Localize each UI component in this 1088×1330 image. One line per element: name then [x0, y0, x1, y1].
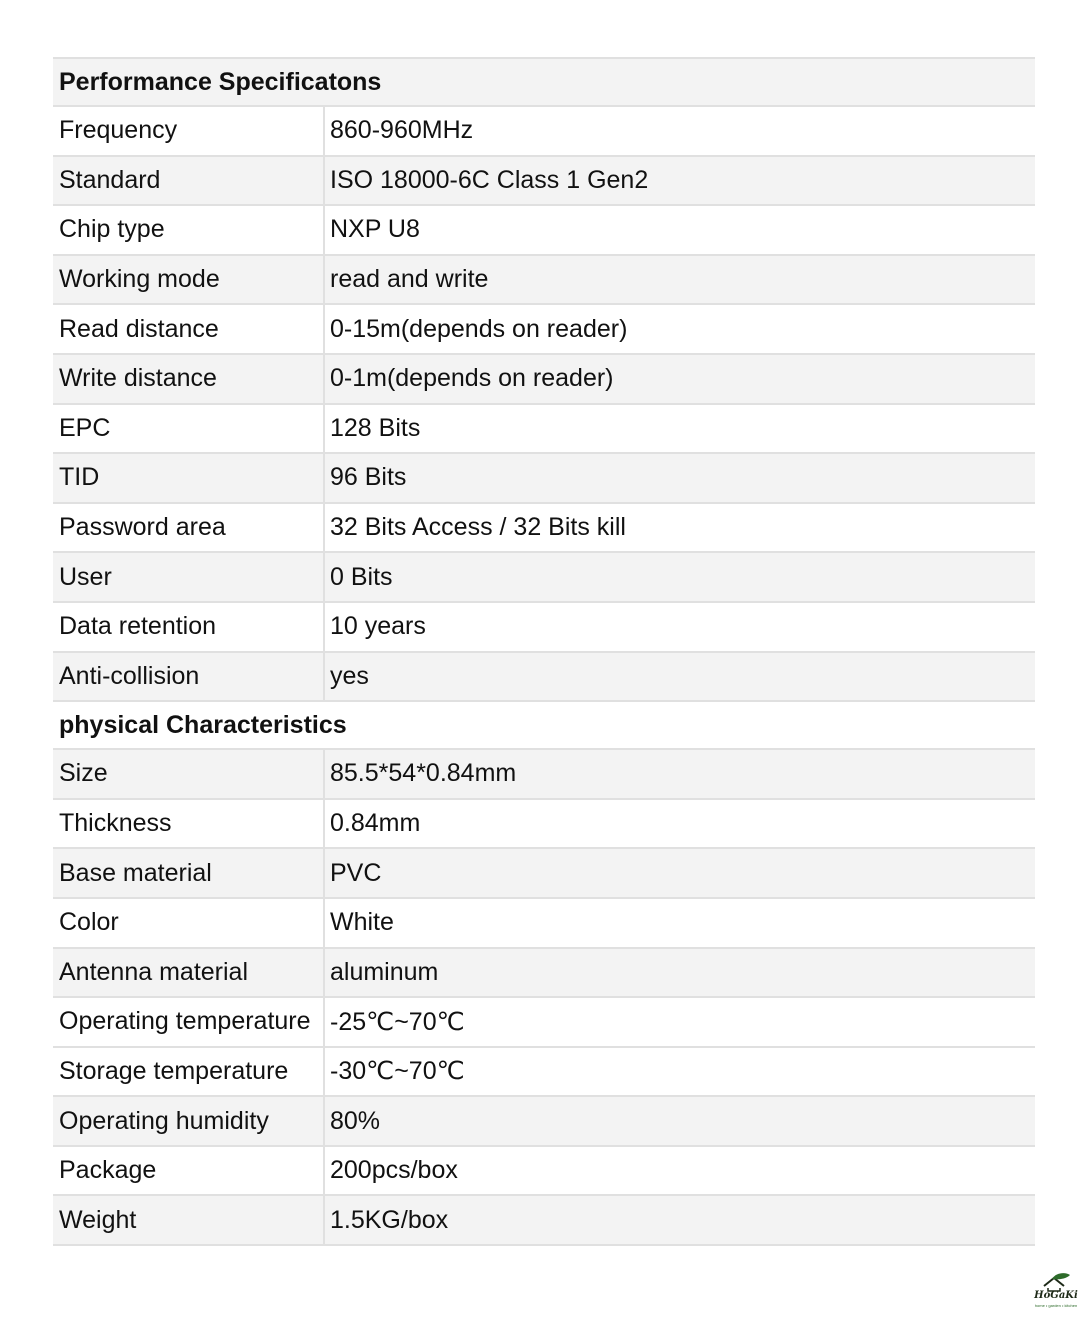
- row-label: Chip type: [53, 206, 325, 254]
- logo-tagline: home • garden • kitchen: [1034, 1303, 1078, 1308]
- table-row: [53, 998, 1035, 1048]
- row-value: 200pcs/box: [330, 1156, 458, 1185]
- table-row: [53, 1097, 1035, 1147]
- table-row: [53, 504, 1035, 554]
- row-value: read and write: [330, 265, 489, 294]
- table-row: [53, 355, 1035, 405]
- row-value: White: [330, 908, 394, 937]
- row-value: PVC: [330, 858, 382, 887]
- row-label: Antenna material: [53, 949, 325, 997]
- row-label: TID: [53, 454, 325, 502]
- row-label: Frequency: [53, 107, 325, 155]
- house-leaf-icon: [1028, 1272, 1084, 1292]
- table-row: [53, 454, 1035, 504]
- table-row: [53, 107, 1035, 157]
- row-label: Anti-collision: [53, 653, 325, 701]
- row-label: Package: [53, 1147, 325, 1195]
- row-label: Operating temperature: [53, 998, 325, 1046]
- row-value: 0-15m(depends on reader): [330, 314, 628, 343]
- row-value: NXP U8: [330, 215, 420, 244]
- row-value: 0 Bits: [330, 562, 393, 591]
- table-row: [53, 405, 1035, 455]
- row-value: -25℃~70℃: [330, 1007, 465, 1036]
- table-row: [53, 206, 1035, 256]
- row-value: -30℃~70℃: [330, 1057, 465, 1086]
- table-row: [53, 305, 1035, 355]
- row-value: 1.5KG/box: [330, 1205, 449, 1234]
- row-value: ISO 18000-6C Class 1 Gen2: [330, 165, 649, 194]
- section-header-performance: Performance Specificatons: [53, 59, 1035, 107]
- row-value: 860-960MHz: [330, 116, 474, 145]
- row-label: Weight: [53, 1196, 325, 1244]
- table-row: [53, 256, 1035, 306]
- table-row: [53, 949, 1035, 999]
- section-header-physical: physical Characteristics: [53, 702, 1035, 750]
- row-label: User: [53, 553, 325, 601]
- row-label: Color: [53, 899, 325, 947]
- row-value: aluminum: [330, 957, 439, 986]
- row-value: 32 Bits Access / 32 Bits kill: [330, 513, 626, 542]
- table-row: [53, 1196, 1035, 1246]
- table-row: [53, 849, 1035, 899]
- row-value: 0.84mm: [330, 809, 421, 838]
- row-label: Size: [53, 750, 325, 798]
- table-row: [53, 800, 1035, 850]
- table-row: [53, 899, 1035, 949]
- brand-logo: [1028, 1272, 1084, 1316]
- table-row: [53, 1048, 1035, 1098]
- row-label: Operating humidity: [53, 1097, 325, 1145]
- row-value: 128 Bits: [330, 413, 421, 442]
- table-row: [53, 1147, 1035, 1197]
- row-value: 80%: [330, 1106, 381, 1135]
- row-label: EPC: [53, 405, 325, 453]
- spec-table: [53, 57, 1035, 1246]
- row-label: Write distance: [53, 355, 325, 403]
- table-row: [53, 603, 1035, 653]
- row-value: 85.5*54*0.84mm: [330, 759, 517, 788]
- row-value: 10 years: [330, 612, 426, 641]
- table-row: [53, 750, 1035, 800]
- row-label: Storage temperature: [53, 1048, 325, 1096]
- row-label: Thickness: [53, 800, 325, 848]
- row-value: 0-1m(depends on reader): [330, 364, 614, 393]
- logo-brand: HoGaKi: [1034, 1290, 1078, 1301]
- row-value: 96 Bits: [330, 463, 407, 492]
- table-row: [53, 653, 1035, 703]
- row-label: Standard: [53, 157, 325, 205]
- row-label: Data retention: [53, 603, 325, 651]
- row-label: Base material: [53, 849, 325, 897]
- row-label: Password area: [53, 504, 325, 552]
- row-label: Working mode: [53, 256, 325, 304]
- row-label: Read distance: [53, 305, 325, 353]
- table-row: [53, 553, 1035, 603]
- table-row: [53, 157, 1035, 207]
- row-value: yes: [330, 661, 369, 690]
